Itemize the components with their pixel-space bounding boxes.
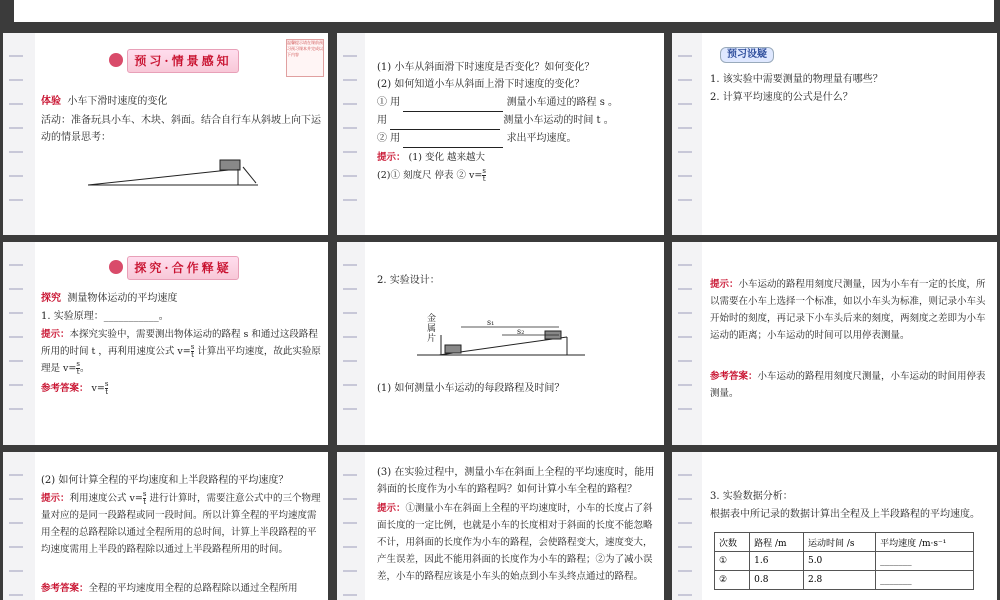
- slide-sidebar: [337, 452, 365, 600]
- table-cell: ①: [715, 552, 750, 571]
- slide-sidebar: [672, 242, 702, 445]
- answer-text: 参考答案：全程的平均速度用全程的总路程除以通过全程所用: [41, 583, 298, 594]
- slide-4[interactable]: [3, 242, 328, 445]
- principle-line: 1. 实验原理：___________。: [41, 311, 169, 322]
- table-header-row: [715, 533, 974, 552]
- slide-6[interactable]: [672, 242, 997, 445]
- slide-9[interactable]: [672, 452, 997, 600]
- analysis-desc: 根据表中所记录的数据计算出全程及上半段路程的平均速度。: [710, 509, 980, 520]
- hint-text: 提示：本探究实验中，需要测出物体运动的路程 s 和通过这段路程所用的时间 t ，再利用速度公式 v= $\frac{s}{t}$ 计算出平均速度，故此实验原理是 v= $\frac{s}{t}$。: [41, 329, 321, 376]
- fraction: $\frac{s}{t}$: [76, 360, 80, 376]
- question-2: (2) 如何知道小车从斜面上滑下时速度的变化？: [377, 79, 585, 90]
- blank-line-2: 用 测量小车运动的时间 t 。: [377, 112, 662, 130]
- section-banner: 探究·合作释疑: [127, 256, 239, 280]
- explore-line: 探究 测量物体运动的平均速度: [41, 293, 178, 304]
- header-cell: 运动时间 /s: [803, 533, 875, 552]
- question-1: (1) 如何测量小车运动的每段路程及时间？: [377, 383, 565, 394]
- fraction: $\frac{s}{t}$: [482, 167, 486, 183]
- slide-7[interactable]: [3, 452, 328, 600]
- answer-line: 参考答案： v= $\frac{s}{t}$: [41, 380, 109, 396]
- hint-text: 提示：①测量小车在斜面上全程的平均速度时，小车的长度占了斜面长度的一定比例，也就是小车的长度相对于斜面的长度不能忽略不计，用斜面的长度作为小车的路程，会使路程变大，速度变大，产生误差，因此不能用斜面的长度作为小车的路程；②为了减小误差，小车的路程应该是小车头的始点到小车头终点通过的路程。: [377, 503, 653, 582]
- question-2: (2) 如何计算全程的平均速度和上半段路程的平均速度？: [41, 475, 289, 486]
- fraction: $\frac{s}{t}$: [190, 343, 195, 359]
- blank-line-1: ① 用 测量小车通过的路程 s 。: [377, 94, 662, 112]
- section-banner: 预习·情景感知: [127, 49, 239, 73]
- slide-2[interactable]: [337, 33, 664, 235]
- analysis-title: 3. 实验数据分析：: [710, 491, 793, 502]
- question-1: (1) 小车从斜面滑下时速度是否变化？如何变化？: [377, 62, 595, 73]
- header-cell: 平均速度 /m·s⁻¹: [876, 533, 974, 552]
- header-cell: 路程 /m: [750, 533, 804, 552]
- design-title: 2. 实验设计：: [377, 275, 440, 286]
- flower-icon: [109, 260, 123, 274]
- slide-1[interactable]: [3, 33, 328, 235]
- activity-text: 活动：准备玩具小车、木块、斜面。结合自行车从斜坡上向下运动的情景思考：: [41, 115, 321, 143]
- slide-sidebar: [3, 33, 35, 235]
- slide-8[interactable]: [337, 452, 664, 600]
- slide-sidebar: [337, 33, 365, 235]
- slide-sidebar: [3, 242, 35, 445]
- slide-sidebar: [672, 33, 702, 235]
- table-cell: 0.8: [750, 571, 804, 590]
- table-cell: ②: [715, 571, 750, 590]
- tip-note: 温馨提示请在课前预习预习课本并完成以下内容: [286, 39, 324, 77]
- table-cell: 1.6: [750, 552, 804, 571]
- slide-3[interactable]: [672, 33, 997, 235]
- table-cell: _______: [876, 571, 974, 590]
- flower-icon: [109, 53, 123, 67]
- table-cell: _______: [876, 552, 974, 571]
- fraction: $\frac{s}{t}$: [142, 490, 147, 506]
- slide-sidebar: [3, 452, 35, 600]
- hint-2: (2)① 刻度尺 停表 ② v= $\frac{s}{t}$: [377, 167, 486, 183]
- data-table: [714, 532, 974, 590]
- hint-text: 提示：利用速度公式 v= $\frac{s}{t}$ 进行计算时，需要注意公式中的三个物理量对应的是同一段路程或同一段时间。所以计算全程的平均速度需用全程的总路程除以通过全程所用的总时间，计算上半段路程的平均速度需用上半段的路程除以通过上半段路程所用的时间。: [41, 490, 321, 555]
- hint-1: 提示： (1) 变化 越来越大: [377, 152, 486, 163]
- table-cell: 2.8: [803, 571, 875, 590]
- fraction: $\frac{s}{t}$: [104, 380, 109, 396]
- slide-sidebar: [672, 452, 702, 600]
- table-row: [715, 552, 974, 571]
- blank-line-3: ② 用 求出平均速度。: [377, 130, 662, 148]
- question-1: 1. 该实验中需要测量的物理量有哪些？: [710, 74, 883, 85]
- preview-question-tag: 预习设疑: [720, 47, 774, 63]
- slide-sidebar: [337, 242, 365, 445]
- s2-label: s₂: [517, 327, 525, 336]
- slide-5[interactable]: [337, 242, 664, 445]
- table-row: [715, 571, 974, 590]
- header-cell: 次数: [715, 533, 750, 552]
- metal-plate-label: 金属片: [427, 314, 437, 344]
- table-cell: 5.0: [803, 552, 875, 571]
- experience-line: 体验 小车下滑时速度的变化: [41, 96, 168, 107]
- experiment-diagram: [417, 317, 587, 362]
- s1-label: s₁: [487, 318, 495, 327]
- question-3: (3) 在实验过程中，测量小车在斜面上全程的平均速度时，能用斜面的长度作为小车的路程吗？如何计算小车全程的路程？: [377, 467, 655, 495]
- slope-diagram: [88, 153, 263, 188]
- previous-slide-strip[interactable]: [14, 0, 994, 22]
- question-2: 2. 计算平均速度的公式是什么？: [710, 92, 853, 103]
- answer-text: 参考答案：小车运动的路程用刻度尺测量，小车运动的时间用停表测量。: [710, 371, 986, 399]
- hint-text: 提示：小车运动的路程用刻度尺测量，因为小车有一定的长度，所以需要在小车上选择一个标准，如以小车头为标准，则记录小车头开始时的刻度，再记录下小车头后来的刻度，两刻度之差即为小车运动的距离；小车运动的时间可以用停表测量。: [710, 279, 986, 341]
